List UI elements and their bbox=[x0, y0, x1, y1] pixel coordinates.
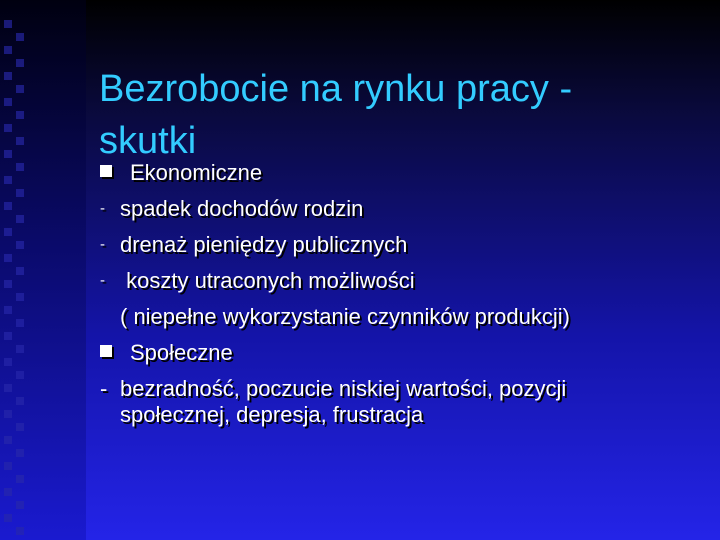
decorative-square bbox=[4, 98, 12, 106]
decorative-square bbox=[4, 202, 12, 210]
dash-marker: - bbox=[100, 272, 105, 289]
decorative-square bbox=[4, 436, 12, 444]
decorative-square bbox=[16, 397, 24, 405]
decorative-square bbox=[16, 345, 24, 353]
decorative-square bbox=[16, 33, 24, 41]
sub-item-text: spadek dochodów rodzin bbox=[120, 196, 364, 221]
decorative-square bbox=[16, 371, 24, 379]
decorative-square bbox=[16, 111, 24, 119]
dash-marker: - bbox=[100, 376, 108, 401]
decorative-square bbox=[4, 124, 12, 132]
decorative-square bbox=[4, 488, 12, 496]
decorative-square bbox=[4, 72, 12, 80]
decorative-square bbox=[16, 163, 24, 171]
slide-title: Bezrobocie na rynku pracy - skutki bbox=[99, 68, 573, 162]
dash-marker: - bbox=[100, 236, 105, 253]
square-bullet-icon bbox=[100, 345, 112, 357]
decorative-square bbox=[4, 410, 12, 418]
decorative-square bbox=[4, 306, 12, 314]
bullet-text: Społeczne bbox=[130, 340, 233, 365]
decorative-square bbox=[16, 475, 24, 483]
decorative-square bbox=[16, 293, 24, 301]
decorative-square bbox=[4, 150, 12, 158]
decorative-square bbox=[4, 514, 12, 522]
decorative-square bbox=[16, 267, 24, 275]
decorative-square bbox=[4, 358, 12, 366]
sub-item-text: drenaż pieniędzy publicznych bbox=[120, 232, 408, 257]
sub-item-drenaz bbox=[100, 232, 700, 268]
decorative-square bbox=[4, 228, 12, 236]
decorative-square bbox=[16, 501, 24, 509]
sub-item-bezradnosc bbox=[100, 376, 700, 428]
decorative-square bbox=[4, 462, 12, 470]
decorative-square bbox=[16, 137, 24, 145]
sub-item-koszty bbox=[100, 268, 700, 304]
decorative-square bbox=[16, 423, 24, 431]
decorative-square bbox=[16, 85, 24, 93]
decorative-square bbox=[4, 280, 12, 288]
decorative-squares bbox=[4, 20, 28, 540]
decorative-square bbox=[16, 241, 24, 249]
decorative-square bbox=[16, 59, 24, 67]
decorative-square bbox=[4, 20, 12, 28]
sub-item-spadek bbox=[100, 196, 700, 232]
bullet-item-spoleczne bbox=[100, 340, 700, 376]
decorative-square bbox=[16, 527, 24, 535]
decorative-square bbox=[16, 215, 24, 223]
dash-marker: - bbox=[100, 200, 105, 217]
bullet-item-ekonomiczne bbox=[100, 160, 700, 196]
bullet-text: Ekonomiczne bbox=[130, 160, 263, 185]
decorative-square bbox=[4, 332, 12, 340]
decorative-square bbox=[16, 189, 24, 197]
sub-item-note-text: ( niepełne wykorzystanie czynników produkcji) bbox=[120, 304, 570, 329]
decorative-left-strip bbox=[0, 0, 86, 540]
decorative-square bbox=[16, 449, 24, 457]
decorative-square bbox=[4, 384, 12, 392]
sub-item-text: koszty utraconych możliwości bbox=[120, 268, 415, 293]
square-bullet-icon bbox=[100, 165, 112, 177]
decorative-square bbox=[4, 176, 12, 184]
decorative-square bbox=[4, 254, 12, 262]
decorative-square bbox=[4, 46, 12, 54]
bullet-list bbox=[100, 160, 700, 428]
sub-item-text: bezradność, poczucie niskiej wartości, pozycji społecznej, depresja, frustracja bbox=[120, 376, 567, 427]
sub-item-note bbox=[100, 304, 700, 340]
decorative-square bbox=[16, 319, 24, 327]
